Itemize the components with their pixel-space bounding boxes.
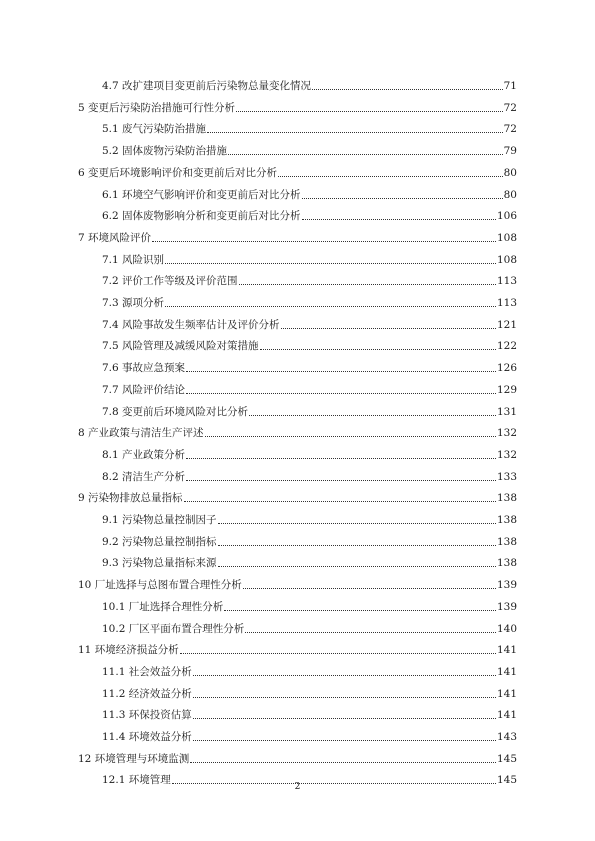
toc-entry-label: 6.1 环境空气影响评价和变更前后对比分析 — [102, 188, 301, 201]
toc-leader-dots — [184, 501, 496, 502]
toc-entry-page: 113 — [496, 275, 517, 288]
toc-entry-page: 143 — [496, 731, 517, 743]
toc-entry-page: 108 — [496, 231, 517, 244]
toc-entry[interactable] — [102, 357, 517, 375]
toc-entry-label: 11.3 环保投资估算 — [102, 709, 192, 722]
toc-entry[interactable] — [78, 574, 517, 592]
toc-entry[interactable] — [102, 683, 517, 701]
toc-leader-dots — [228, 154, 503, 155]
toc-entry-page: 141 — [496, 644, 517, 657]
toc-entry-page: 129 — [496, 383, 517, 396]
toc-leader-dots — [302, 198, 503, 199]
toc-entry-page: 141 — [496, 687, 517, 700]
toc-entry-page: 72 — [503, 101, 517, 114]
toc-leader-dots — [152, 241, 496, 242]
toc-leader-dots — [239, 284, 496, 285]
toc-entry[interactable] — [78, 748, 517, 766]
toc-entry-page: 140 — [496, 622, 517, 635]
toc-entry-label: 7.4 风险事故发生频率估计及评价分析 — [102, 318, 280, 331]
toc-entry[interactable] — [102, 249, 517, 267]
toc-entry-label: 7 环境风险评价 — [78, 231, 152, 244]
toc-entry[interactable] — [102, 292, 517, 310]
toc-entry[interactable] — [102, 704, 517, 722]
toc-leader-dots — [302, 219, 496, 220]
toc-leader-dots — [193, 718, 496, 719]
toc-entry[interactable] — [102, 314, 517, 332]
toc-entry[interactable] — [78, 97, 517, 115]
toc-leader-dots — [186, 371, 496, 372]
toc-leader-dots — [218, 545, 496, 546]
toc-entry-page: 145 — [496, 774, 517, 787]
toc-entry-label: 10 厂址选择与总图布置合理性分析 — [78, 579, 242, 592]
toc-entry-page: 71 — [503, 80, 517, 92]
toc-entry-page: 108 — [496, 253, 517, 266]
toc-entry-label: 7.2 评价工作等级及评价范围 — [102, 275, 238, 288]
toc-entry-page: 126 — [496, 362, 517, 375]
toc-entry-label: 4.7 改扩建项目变更前后污染物总量变化情况 — [102, 80, 312, 92]
toc-leader-dots — [193, 740, 496, 741]
toc-entry-label: 7.3 源项分析 — [102, 297, 165, 309]
toc-entry-page: 138 — [496, 492, 517, 505]
toc-leader-dots — [224, 610, 496, 611]
toc-entry-label: 12.1 环境管理 — [102, 774, 171, 787]
toc-leader-dots — [193, 675, 496, 676]
toc-entry-page: 79 — [503, 145, 517, 158]
toc-leader-dots — [260, 349, 496, 350]
toc-leader-dots — [165, 306, 496, 307]
toc-entry[interactable] — [102, 75, 517, 93]
toc-entry-label: 11.4 环境效益分析 — [102, 731, 192, 743]
toc-leader-dots — [236, 111, 503, 112]
toc-entry-label: 11 环境经济损益分析 — [78, 644, 179, 657]
toc-entry-label: 7.7 风险评价结论 — [102, 383, 186, 396]
toc-entry-label: 11.2 经济效益分析 — [102, 687, 192, 700]
toc-entry-label: 10.1 厂址选择合理性分析 — [102, 600, 224, 613]
toc-entry[interactable] — [102, 531, 517, 549]
toc-entry-page: 131 — [496, 405, 517, 418]
toc-entry-page: 132 — [496, 448, 517, 461]
toc-entry-page: 80 — [503, 188, 517, 201]
toc-entry-label: 8 产业政策与清洁生产评述 — [78, 427, 204, 440]
toc-entry-page: 113 — [496, 297, 517, 309]
toc-entry[interactable] — [102, 401, 517, 419]
toc-entry-label: 5.2 固体废物污染防治措施 — [102, 145, 228, 158]
toc-entry-page: 139 — [496, 600, 517, 613]
toc-entry[interactable] — [102, 184, 517, 202]
toc-entry[interactable] — [102, 618, 517, 636]
toc-entry[interactable] — [102, 118, 517, 136]
toc-leader-dots — [243, 588, 496, 589]
toc-entry[interactable] — [78, 162, 517, 180]
toc-leader-dots — [165, 263, 496, 264]
toc-entry-page: 141 — [496, 709, 517, 722]
toc-entry-page: 138 — [496, 557, 517, 570]
toc-entry-page: 133 — [496, 470, 517, 483]
toc-entry-label: 5.1 废气污染防治措施 — [102, 123, 207, 136]
toc-entry-page: 72 — [503, 123, 517, 136]
toc-leader-dots — [190, 762, 496, 763]
toc-leader-dots — [218, 523, 496, 524]
toc-entry-page: 138 — [496, 535, 517, 548]
toc-leader-dots — [205, 436, 496, 437]
toc-entry-page: 132 — [496, 427, 517, 440]
toc-entry[interactable] — [102, 509, 517, 527]
toc-entry-page: 141 — [496, 665, 517, 678]
toc-entry[interactable] — [102, 552, 517, 570]
toc-entry-label: 8.2 清洁生产分析 — [102, 470, 186, 483]
toc-leader-dots — [186, 480, 496, 481]
toc-entry[interactable] — [102, 661, 517, 679]
toc-leader-dots — [193, 697, 496, 698]
toc-leader-dots — [207, 132, 503, 133]
toc-entry[interactable] — [102, 140, 517, 158]
toc-entry-label: 9 污染物排放总量指标 — [78, 492, 183, 505]
toc-entry-label: 5 变更后污染防治措施可行性分析 — [78, 101, 236, 114]
page-number: 2 — [294, 782, 301, 792]
toc-leader-dots — [186, 458, 496, 459]
toc-entry-label: 8.1 产业政策分析 — [102, 448, 186, 461]
toc-entry[interactable] — [102, 379, 517, 397]
toc-entry-page: 121 — [496, 318, 517, 331]
toc-entry[interactable] — [102, 466, 517, 484]
toc-entry-label: 7.1 风险识别 — [102, 253, 165, 266]
toc-leader-dots — [249, 415, 496, 416]
toc-leader-dots — [278, 176, 503, 177]
toc-entry-page: 145 — [496, 752, 517, 765]
toc-entry[interactable] — [102, 205, 517, 223]
toc-entry-page: 138 — [496, 514, 517, 526]
toc-entry[interactable] — [102, 726, 517, 744]
toc-entry[interactable] — [78, 487, 517, 505]
toc-entry-page: 122 — [496, 340, 517, 353]
toc-entry[interactable] — [102, 270, 517, 288]
toc-entry[interactable] — [102, 444, 517, 462]
toc-entry[interactable] — [102, 335, 517, 353]
toc-leader-dots — [281, 328, 496, 329]
toc-entry-label: 11.1 社会效益分析 — [102, 665, 192, 678]
toc-entry-page: 139 — [496, 579, 517, 592]
toc-entry[interactable] — [78, 422, 517, 440]
toc-entry-label: 9.3 污染物总量指标来源 — [102, 557, 217, 570]
toc-entry-label: 6.2 固体废物影响分析和变更前后对比分析 — [102, 210, 301, 223]
toc-entry-label: 7.5 风险管理及减缓风险对策措施 — [102, 340, 259, 353]
toc-entry[interactable] — [102, 596, 517, 614]
toc-leader-dots — [186, 393, 496, 394]
toc-entry-label: 9.1 污染物总量控制因子 — [102, 514, 217, 526]
toc-entry-page: 106 — [496, 210, 517, 223]
toc-entry-label: 7.6 事故应急预案 — [102, 362, 186, 375]
toc-entry-label: 12 环境管理与环境监测 — [78, 752, 190, 765]
toc-entry-label: 10.2 厂区平面布置合理性分析 — [102, 622, 245, 635]
toc-entry-label: 7.8 变更前后环境风险对比分析 — [102, 405, 249, 418]
toc-entry[interactable] — [78, 639, 517, 657]
toc-leader-dots — [245, 632, 496, 633]
toc-leader-dots — [312, 89, 503, 90]
toc-leader-dots — [218, 566, 496, 567]
toc-entry[interactable] — [78, 227, 517, 245]
toc-entry-label: 9.2 污染物总量控制指标 — [102, 535, 217, 548]
toc-entry-page: 80 — [503, 166, 517, 179]
toc-leader-dots — [180, 653, 496, 654]
toc-entry-label: 6 变更后环境影响评价和变更前后对比分析 — [78, 166, 278, 179]
